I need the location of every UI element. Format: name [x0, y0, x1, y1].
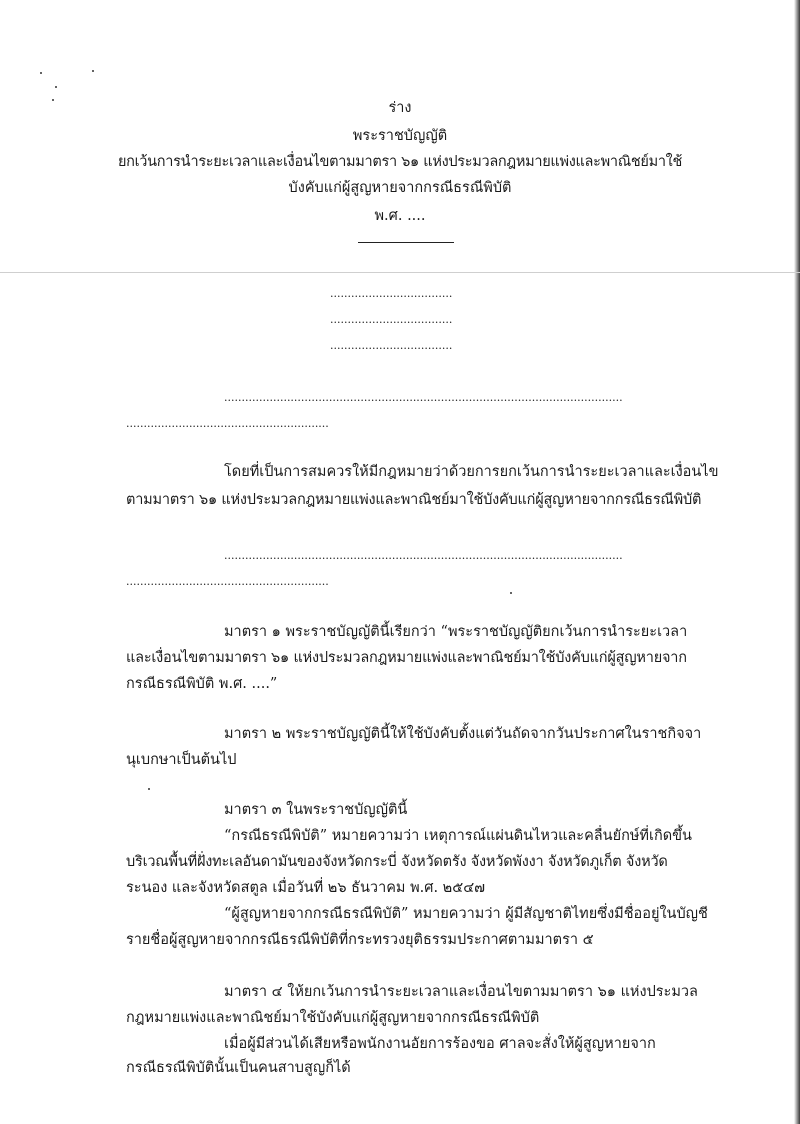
section-3-line-6: รายชื่อผู้สูญหายจากกรณีธรณีพิบัติที่กระทรวงยุติธรรมประกาศตามมาตรา ๕ — [126, 932, 594, 948]
placeholder-short-dots: .......................................................... — [126, 575, 329, 588]
draft-label: ร่าง — [388, 100, 412, 116]
act-type-title: พระราชบัญญัติ — [352, 128, 448, 144]
page-fold-line — [0, 272, 800, 273]
section-1-line-1: มาตรา ๑ พระราชบัญญัตินี้เรียกว่า “พระราชบัญญัติยกเว้นการนำระยะเวลา — [224, 624, 688, 640]
section-3-line-1: มาตรา ๓ ในพระราชบัญญัตินี้ — [224, 802, 408, 818]
section-1-line-3: กรณีธรณีพิบัติ พ.ศ. ....” — [126, 676, 278, 692]
scan-speck — [40, 72, 42, 74]
act-year: พ.ศ. .... — [374, 208, 426, 224]
placeholder-short-dots: .......................................................... — [126, 417, 329, 430]
placeholder-long-dots: .................................................................................................................. — [224, 391, 623, 404]
section-4-line-3: เมื่อผู้มีส่วนได้เสียหรือพนักงานอัยการร้องขอ ศาลจะสั่งให้ผู้สูญหายจาก — [224, 1036, 656, 1052]
section-1-line-2: และเงื่อนไขตามมาตรา ๖๑ แห่งประมวลกฎหมายแพ่งและพาณิชย์มาใช้บังคับแก่ผู้สูญหายจาก — [126, 650, 687, 666]
section-4-line-4: กรณีธรณีพิบัตินั้นเป็นคนสาบสูญก็ได้ — [126, 1060, 351, 1076]
section-3-line-4: ระนอง และจังหวัดสตูล เมื่อวันที่ ๒๖ ธันวาคม พ.ศ. ๒๕๔๗ — [126, 880, 486, 896]
section-3-line-5: “ผู้สูญหายจากกรณีธรณีพิบัติ” หมายความว่า ผู้มีสัญชาติไทยซึ่งมีชื่ออยู่ในบัญชี — [224, 906, 708, 922]
scan-speck — [55, 86, 57, 88]
act-title-line-1: ยกเว้นการนำระยะเวลาและเงื่อนไขตามมาตรา ๖๑ แห่งประมวลกฎหมายแพ่งและพาณิชย์มาใช้ — [117, 154, 683, 170]
placeholder-dots: ................................... — [330, 287, 453, 300]
act-title-line-2: บังคับแก่ผู้สูญหายจากกรณีธรณีพิบัติ — [288, 180, 512, 196]
placeholder-dots: ................................... — [330, 339, 453, 352]
placeholder-long-dots: .................................................................................................................. — [224, 549, 623, 562]
scan-speck — [92, 70, 94, 72]
preamble-line-2: ตามมาตรา ๖๑ แห่งประมวลกฎหมายแพ่งและพาณิชย์มาใช้บังคับแก่ผู้สูญหายจากกรณีธรณีพิบัติ — [126, 492, 702, 508]
section-2-line-2: นุเบกษาเป็นต้นไป — [126, 752, 237, 768]
placeholder-dots: ................................... — [330, 313, 453, 326]
section-4-line-2: กฎหมายแพ่งและพาณิชย์มาใช้บังคับแก่ผู้สูญหายจากกรณีธรณีพิบัติ — [126, 1010, 540, 1026]
section-3-line-2: “กรณีธรณีพิบัติ” หมายความว่า เหตุการณ์แผ่นดินไหวและคลื่นยักษ์ที่เกิดขึ้น — [224, 828, 692, 844]
title-underline — [358, 242, 454, 243]
scan-speck — [510, 592, 512, 594]
section-4-line-1: มาตรา ๔ ให้ยกเว้นการนำระยะเวลาและเงื่อนไขตามมาตรา ๖๑ แห่งประมวล — [224, 984, 698, 1000]
section-2-line-1: มาตรา ๒ พระราชบัญญัตินี้ให้ใช้บังคับตั้งแต่วันถัดจากวันประกาศในราชกิจจา — [224, 726, 702, 742]
scan-speck — [148, 788, 150, 790]
section-3-line-3: บริเวณพื้นที่ฝั่งทะเลอันดามันของจังหวัดกระบี่ จังหวัดตรัง จังหวัดพังงา จังหวัดภูเก็ต จังหวัด — [126, 854, 668, 870]
preamble-line-1: โดยที่เป็นการสมควรให้มีกฎหมายว่าด้วยการยกเว้นการนำระยะเวลาและเงื่อนไข — [224, 464, 719, 480]
